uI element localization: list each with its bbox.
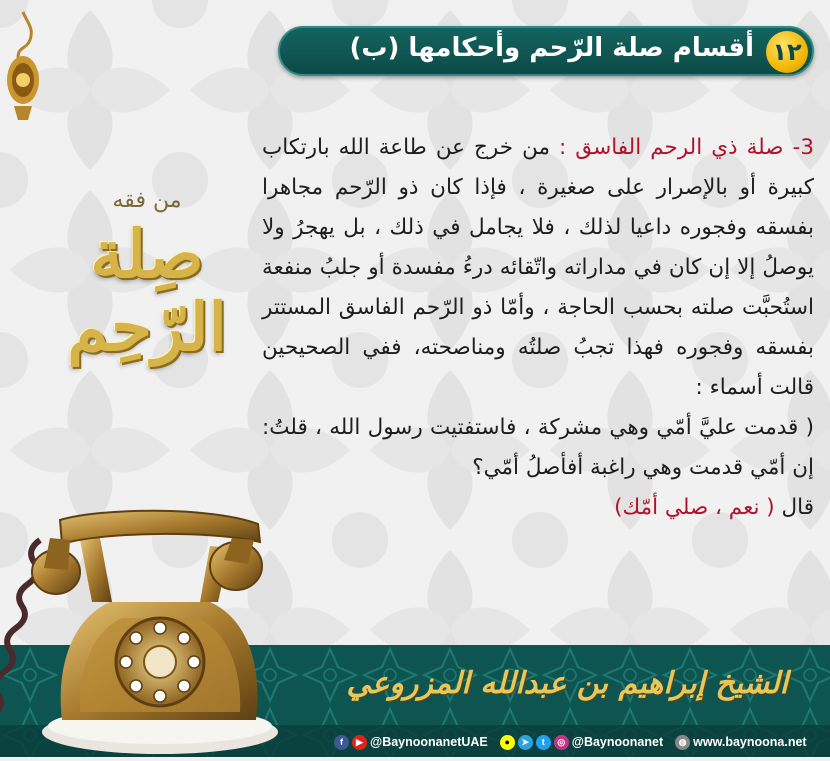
- series-title: [22, 188, 272, 366]
- paragraph-1-text: من خرج عن طاعة الله بارتكاب كبيرة أو بالإصرار على صغيرة ، فإذا كان ذو الرّحم مجاهرا بفسقه وفجوره داعيا لذلك ، فلا يجامل في ذلك ، بل يهجرُ ولا يوصلُ إلا إن كان في مداراته واتّقائه درءُ مفسدة أو جلبُ منفعة استُحبَّت صلته بحسب الحاجة ، وأمّا ذو الرّحم الفاسق المستتر بفسقه وفجوره فهذا تجبُ صلتُه ومناصحته، ففي الصحيحين قالت أسماء :: [262, 135, 814, 400]
- answer-quote: ( نعم ، صلي أمّك): [614, 495, 775, 520]
- telegram-icon[interactable]: ➤: [518, 735, 533, 750]
- twitter-icon[interactable]: t: [536, 735, 551, 750]
- series-title-calligraphy: صِلة الرّحِم: [67, 215, 227, 366]
- author-signature: الشيخ إبراهيم بن عبدالله المزروعي: [346, 666, 788, 701]
- youtube-icon[interactable]: ▶: [352, 735, 367, 750]
- website-link[interactable]: www.baynoona.net: [693, 735, 807, 749]
- paragraph-3: [262, 488, 814, 528]
- series-title-small: من فقه: [112, 188, 182, 213]
- paragraph-2: ( قدمت عليَّ أمّي وهي مشركة ، فاستفتيت رسول الله ، قلتُ: إن أمّي قدمت وهي راغبة أفأصلُ أمّي؟: [262, 415, 814, 480]
- facebook-icon[interactable]: f: [334, 735, 349, 750]
- episode-number-badge: ١٢: [766, 31, 808, 73]
- brand-logo: [4, 10, 42, 122]
- header-banner: [278, 26, 814, 76]
- globe-icon[interactable]: ◍: [675, 735, 690, 750]
- vintage-telephone-illustration: [0, 420, 300, 757]
- section-heading: 3- صلة ذي الرحم الفاسق: [575, 135, 814, 160]
- paragraph-1: [262, 128, 814, 408]
- answer-prefix: قال: [774, 495, 814, 520]
- social-handle-2[interactable]: @Baynoonanet: [571, 735, 664, 749]
- header-title: أقسام صلة الرّحم وأحكامها (ب): [349, 33, 754, 63]
- snapchat-icon[interactable]: ●: [500, 735, 515, 750]
- social-bar: [334, 733, 807, 751]
- instagram-icon[interactable]: ◎: [554, 735, 569, 750]
- article-body: [262, 128, 814, 528]
- heading-colon: :: [549, 135, 576, 160]
- social-handle-1[interactable]: @BaynoonanetUAE: [370, 735, 488, 749]
